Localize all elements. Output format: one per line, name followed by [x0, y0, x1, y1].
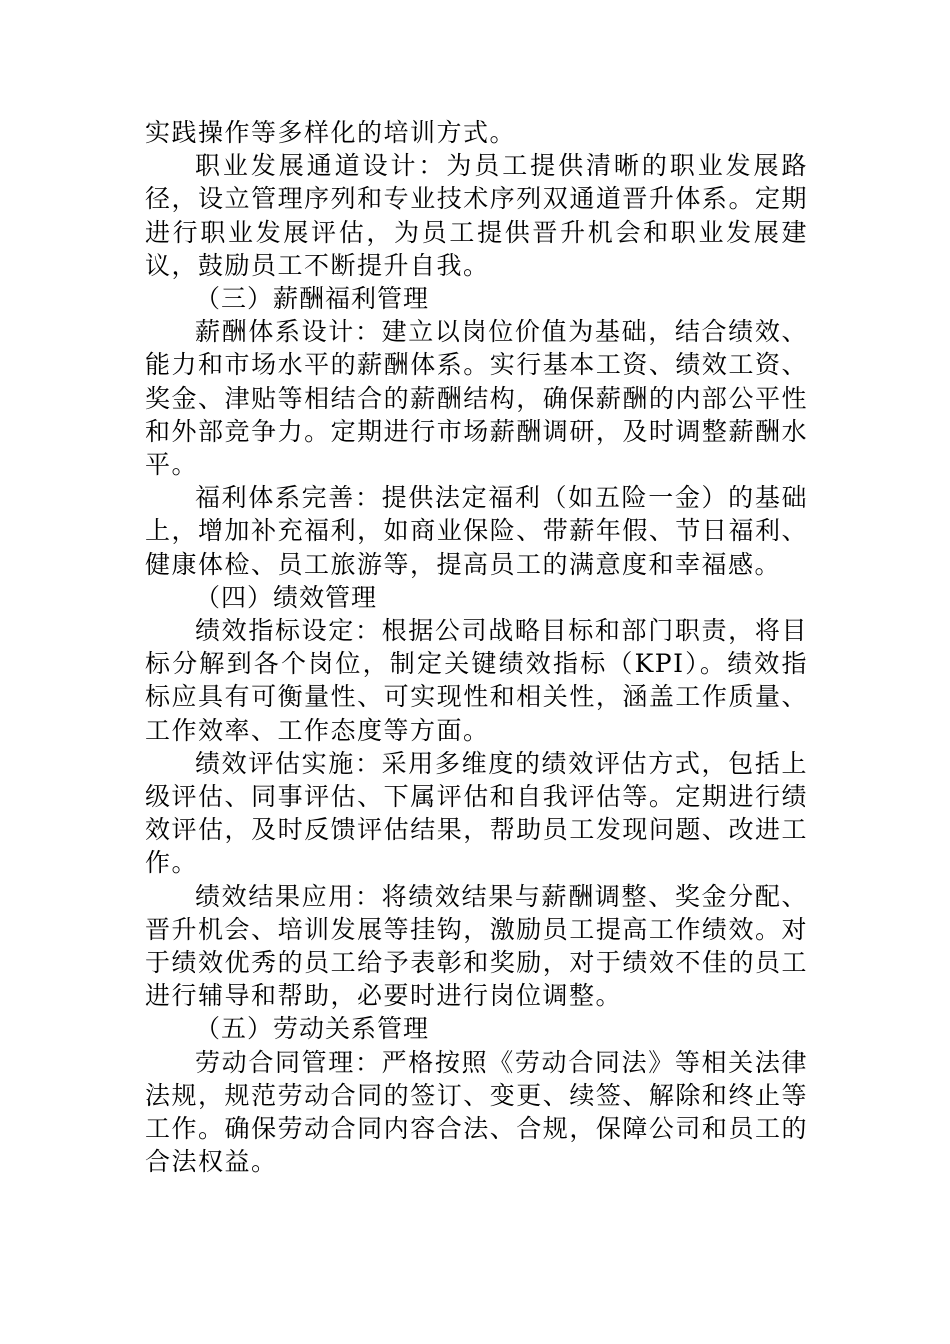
section-heading-labor-relations: （五）劳动关系管理: [195, 1014, 430, 1044]
paragraph-kpi-setting: 绩效指标设定：根据公司战略目标和部门职责，将目标分解到各个岗位，制定关键绩效指标（KPI）。绩效指标应具有可衡量性、可实现性和相关性，涵盖工作质量、工作效率、工作态度等方面。: [145, 616, 808, 745]
paragraph-career-path: 职业发展通道设计：为员工提供清晰的职业发展路径，设立管理序列和专业技术序列双通道晋升体系。定期进行职业发展评估，为员工提供晋升机会和职业发展建议，鼓励员工不断提升自我。: [145, 151, 808, 280]
paragraph-welfare-system: 福利体系完善：提供法定福利（如五险一金）的基础上，增加补充福利，如商业保险、带薪年假、节日福利、健康体检、员工旅游等，提高员工的满意度和幸福感。: [145, 483, 808, 579]
paragraph-continuation: 实践操作等多样化的培训方式。: [145, 118, 517, 147]
paragraph-salary-system: 薪酬体系设计：建立以岗位价值为基础，结合绩效、能力和市场水平的薪酬体系。实行基本工资、绩效工资、奖金、津贴等相结合的薪酬结构，确保薪酬的内部公平性和外部竞争力。定期进行市场薪酬调研，及时调整薪酬水平。: [145, 317, 808, 480]
section-heading-performance: （四）绩效管理: [195, 582, 378, 612]
paragraph-performance-application: 绩效结果应用：将绩效结果与薪酬调整、奖金分配、晋升机会、培训发展等挂钩，激励员工提高工作绩效。对于绩效优秀的员工给予表彰和奖励，对于绩效不佳的员工进行辅导和帮助，必要时进行岗位调整。: [145, 881, 808, 1011]
paragraph-labor-contract: 劳动合同管理：严格按照《劳动合同法》等相关法律法规，规范劳动合同的签订、变更、续签、解除和终止等工作。确保劳动合同内容合法、合规，保障公司和员工的合法权益。: [145, 1047, 808, 1177]
section-heading-compensation: （三）薪酬福利管理: [195, 284, 430, 314]
body-text: [145, 116, 808, 1179]
paragraph-performance-evaluation: 绩效评估实施：采用多维度的绩效评估方式，包括上级评估、同事评估、下属评估和自我评估等。定期进行绩效评估，及时反馈评估结果，帮助员工发现问题、改进工作。: [145, 748, 808, 878]
